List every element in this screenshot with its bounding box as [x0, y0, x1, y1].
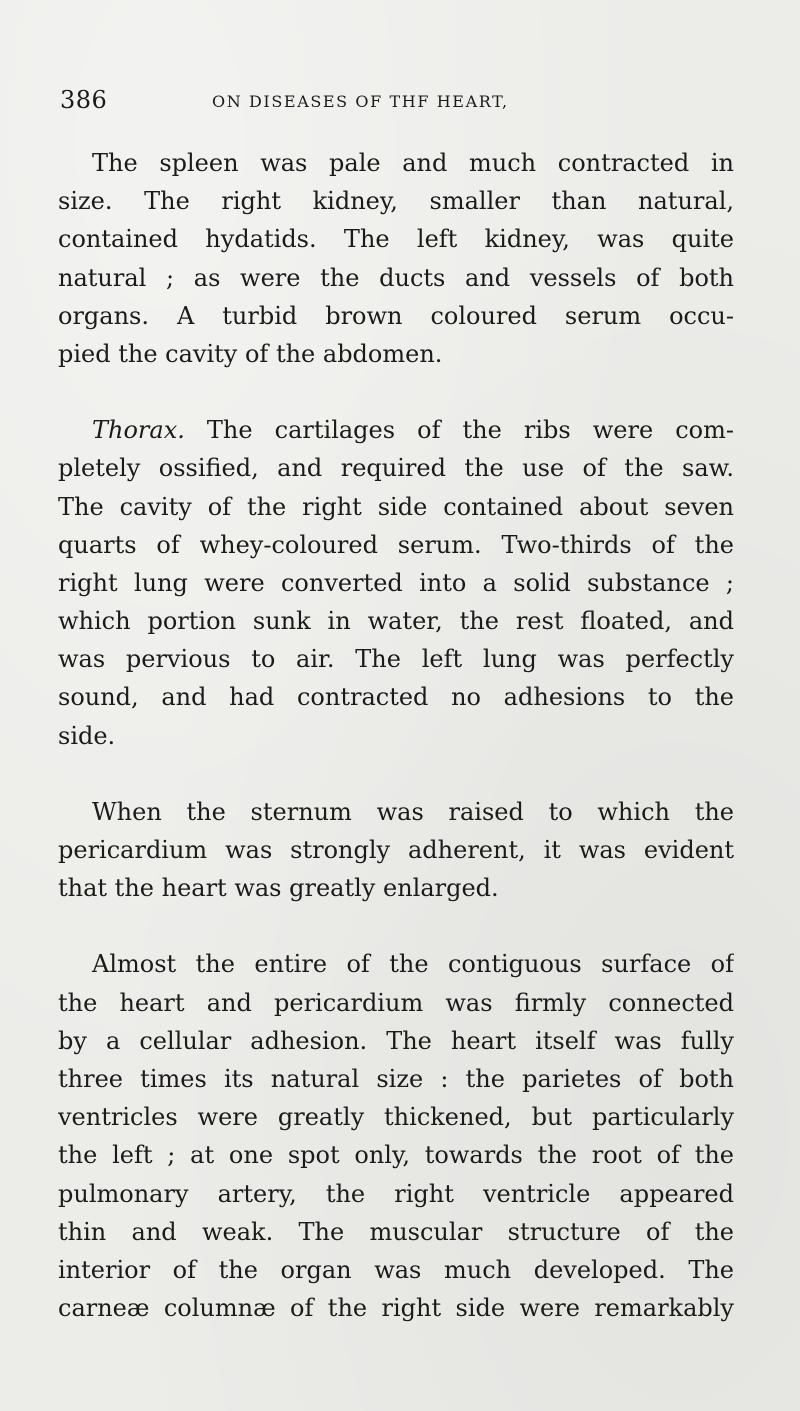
text-line: which portion sunk in water, the rest floated, and — [58, 607, 734, 636]
text-line: When the sternum was raised to which the — [92, 797, 734, 826]
text-line: that the heart was greatly enlarged. — [58, 874, 499, 903]
text-line: pulmonary artery, the right ventricle appeared — [58, 1179, 734, 1208]
text-line: pied the cavity of the abdomen. — [58, 339, 443, 368]
text-line: contained hydatids. The left kidney, was quite — [58, 225, 734, 254]
running-title: ON DISEASES OF THF HEART, — [212, 92, 509, 111]
paragraph-spleen — [58, 144, 734, 373]
running-head — [60, 86, 740, 122]
text-line: pletely ossified, and required the use of the saw. — [58, 454, 734, 483]
text-line: thin and weak. The muscular structure of the — [58, 1217, 734, 1246]
page-number: 386 — [60, 86, 108, 114]
text-line: size. The right kidney, smaller than natural, — [58, 187, 734, 216]
paragraph-sternum — [58, 793, 734, 908]
text-line-with-run-in — [58, 411, 734, 449]
text-line: Almost the entire of the contiguous surface of — [92, 950, 734, 979]
text-line: carneæ columnæ of the right side were remarkably — [58, 1294, 734, 1323]
text-line-rest: The cartilages of the ribs were com- — [184, 416, 734, 445]
text-line: sound, and had contracted no adhesions to the — [58, 683, 734, 712]
text-line: by a cellular adhesion. The heart itself was fully — [58, 1026, 734, 1055]
text-line: ventricles were greatly thickened, but particularly — [58, 1103, 734, 1132]
text-line: quarts of whey-coloured serum. Two-thirds of the — [58, 530, 734, 559]
text-line: the left ; at one spot only, towards the root of the — [58, 1141, 734, 1170]
paragraph-gap — [58, 755, 734, 793]
text-line: interior of the organ was much developed. The — [58, 1255, 734, 1284]
text-line: The cavity of the right side contained about seven — [58, 492, 734, 521]
text-line: pericardium was strongly adherent, it was evident — [58, 836, 734, 864]
text-line: The spleen was pale and much contracted in — [92, 149, 734, 177]
body-text — [58, 144, 734, 1327]
text-line: organs. A turbid brown coloured serum occu- — [58, 301, 734, 330]
paragraph-gap — [58, 907, 734, 945]
paragraph-gap — [58, 373, 734, 411]
text-line: three times its natural size : the parietes of both — [58, 1064, 734, 1093]
text-line: the heart and pericardium was firmly connected — [58, 988, 734, 1017]
run-in-heading: Thorax. — [92, 416, 185, 445]
text-line: right lung were converted into a solid substance ; — [58, 568, 734, 597]
paragraph-thorax — [58, 411, 734, 755]
text-line: was pervious to air. The left lung was perfectly — [58, 645, 734, 674]
paragraph-heart — [58, 945, 734, 1327]
text-line: side. — [58, 721, 116, 750]
text-line: natural ; as were the ducts and vessels of both — [58, 263, 734, 292]
